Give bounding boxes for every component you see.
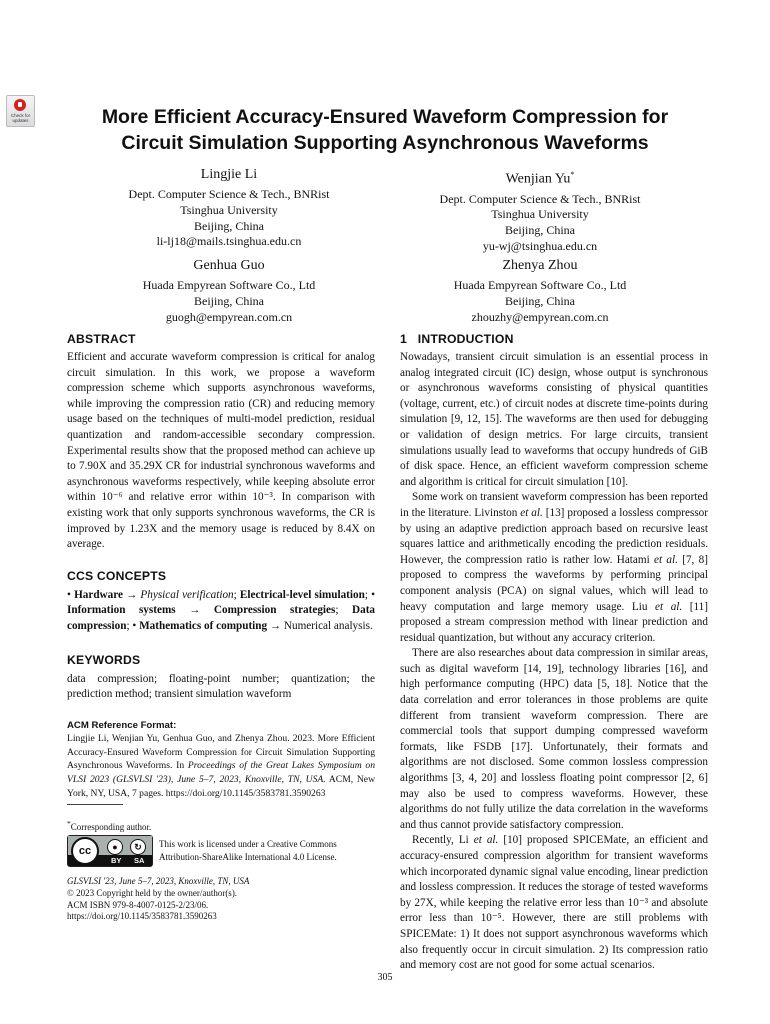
abstract-text: Efficient and accurate waveform compression is critical for analog circuit simulation. In this work, we propose a waveform compression scheme which supports asynchronous waveforms, while improving the compression ratio (CR) and reducing memory usage based on the techniques of multi-model prediction, residual quantization and random-accessible secondary compression. Experimental results show that the proposed method can achieve up to 7.90X and 35.29X CR for industrial synchronous waveforms and asynchronous waveforms respectively, while keeping absolute error within 10⁻⁶ and relative error within 10⁻³. In comparison with existing work that only supports synchronous waveforms, the CR is improved by 1.23X and the memory usage is reduced by 8.4X on average.: [67, 351, 375, 551]
author-location: Beijing, China: [505, 223, 575, 238]
by-label: BY: [111, 856, 122, 865]
paper-title: [60, 104, 710, 156]
author-block-2: [390, 166, 690, 255]
author-block-4: [390, 257, 690, 325]
author-location: Beijing, China: [505, 293, 575, 308]
ccs-text: • Hardware → Physical verification; Electrical-level simulation; • Information systems → Compression strategies; Data compression; • Mathematics of computing → Numerical analysis.: [67, 588, 376, 632]
keywords-text: data compression; floating-point number; quantization; the prediction method; transient simulation waveform: [67, 672, 375, 701]
left-column: [67, 331, 375, 800]
author-affiliation: Dept. Computer Science & Tech., BNRist: [128, 187, 330, 201]
acm-reference-heading: ACM Reference Format:: [67, 719, 177, 731]
author-affiliation: Huada Empyrean Software Co., Ltd: [142, 278, 316, 292]
cc-icon: cc: [71, 837, 99, 865]
sa-label: SA: [134, 856, 145, 865]
author-university: Tsinghua University: [491, 207, 589, 222]
author-location: Beijing, China: [194, 218, 264, 233]
author-email: guogh@empyrean.com.cn: [165, 309, 293, 324]
author-email: zhouzhy@empyrean.com.cn: [471, 309, 609, 324]
author-affiliation: Dept. Computer Science & Tech., BNRist: [439, 191, 641, 206]
author-university: Tsinghua University: [180, 202, 278, 217]
footnote-rule: [67, 804, 123, 805]
author-email: li-lj18@mails.tsinghua.edu.cn: [156, 234, 302, 249]
author-name: Lingjie Li: [200, 167, 258, 182]
author-block-1: [79, 166, 379, 250]
abstract-heading: ABSTRACT: [67, 332, 136, 346]
acm-reference: ACM Reference Format: Lingjie Li, Wenjian Yu, Genhua Guo, and Zhenya Zhou. 2023. More Efficient Accuracy-Ensured Waveform Compression for Circuit Simulation Supporting Asynchronous Waveforms. In Proceedings of the Great Lakes Symposium on VLSI 2023 (GLSVLSI '23), June 5–7, 2023, Knoxville, TN, USA. ACM, New York, NY, USA, 7 pages. https://doi.org/10.1145/3583781.3590263: [67, 719, 375, 799]
pub-doi[interactable]: https://doi.org/10.1145/3583781.3590263: [67, 911, 217, 922]
doi-link[interactable]: ACM, New York, NY, USA, 7 pages. https://doi.org/10.1145/3583781.3590263: [67, 774, 375, 799]
share-alike-icon: ↻: [130, 839, 146, 855]
copyright: © 2023 Copyright held by the owner/author(s).: [67, 887, 238, 898]
author-email: yu-wj@tsinghua.edu.cn: [482, 239, 598, 254]
footnote: *Corresponding author.: [67, 819, 152, 832]
author-name: Zhenya Zhou: [502, 258, 578, 273]
publication-info: [67, 876, 367, 923]
license-text: This work is licensed under a Creative Commons Attribution-ShareAlike International 4.0 License.: [159, 839, 337, 863]
keywords-heading: KEYWORDS: [67, 652, 141, 667]
intro-heading: 1 INTRODUCTION: [400, 332, 514, 346]
ccs-heading: CCS CONCEPTS: [67, 568, 167, 583]
bookmark-icon: [14, 99, 26, 111]
check-for-updates-badge[interactable]: [6, 95, 35, 127]
cc-by-sa-badge[interactable]: [67, 835, 153, 867]
author-name: Wenjian Yu*: [505, 170, 575, 187]
title-line-2: Circuit Simulation Supporting Asynchronous Waveforms: [121, 132, 649, 154]
author-block-3: [79, 257, 379, 325]
author-location: Beijing, China: [194, 293, 264, 308]
intro-paragraph-3: There are also researches about data compression in similar areas, such as digital waveform [14, 19], technology libraries [16], and high performance computing (HPC) data [5, 18]. Notice that the data correlation and error tolerances in those problems are quite different from transient waveform compression. There are commercial tools that support dumping compressed waveform formats, like FSDB [17]. Unfortunately, their formats and algorithms are not disclosed. Some common lossless compression algorithms [3, 4, 20] and lossless floating point compressor [2, 6] may also be used to compress waveforms. However, these algorithms do not fully utilize the data correlation in the waveforms and thus cannot provide satisfactory compression.: [400, 647, 708, 831]
title-line-1: More Efficient Accuracy-Ensured Waveform Compression for: [101, 106, 669, 128]
author-name: Genhua Guo: [193, 258, 265, 273]
person-icon: ●: [107, 839, 123, 855]
author-affiliation: Huada Empyrean Software Co., Ltd: [453, 278, 627, 292]
intro-paragraph-4: Recently, Li et al. [10] proposed SPICEMate, an efficient and accuracy-ensured compression algorithm for transient waveforms which incorporated dynamic signal value encoding, linear prediction and lossless compression. It reduces the storage of tested waveforms by 27X, while keeping the relative error less than 10⁻³ and absolute error less than 10⁻⁵. However, there are still problems with SPICEMate: 1) It does not support asynchronous waveforms which also frequently occur in circuit simulation. 2) Its compression ratio and memory cost are not good for some actual scenarios.: [400, 834, 708, 972]
corresponding-mark: *: [570, 170, 575, 179]
badge-text: Check for updates: [10, 113, 31, 123]
intro-paragraph-1: Nowadays, transient circuit simulation is an essential process in analog integrated circuit (IC) design, whose output is synchronous or asynchronous waveforms consisting of physical quantities (voltage, current, etc.) of circuit nodes at discrete time-points during simulation [9, 12, 15]. The waveforms are then used for debugging or validation of design metrics. For large circuits, transient simulations usually lead to waveforms that occupy hundreds of GiB of disk space. Hence, an efficient waveform compression scheme and algorithm is critical for circuit simulation [10].: [400, 351, 708, 488]
intro-paragraph-2: Some work on transient waveform compression has been reported in the literature. Livinston et al. [13] proposed a lossless compressor by using an adaptive prediction approach based on recursive least squares lattice and arithmetically encoding the prediction residuals. However, the compression ratio is rather low. Hatami et al. [7, 8] proposed to compress the waveforms by performing principal component analysis (PCA) on signal values, which will lead to heavy computation and large memory usage. Liu et al. [11] proposed a stream compression method with linear prediction and residual quantization, but without any accuracy criterion.: [400, 491, 708, 644]
page-number: 305: [377, 972, 393, 983]
conference-info: GLSVLSI '23, June 5–7, 2023, Knoxville, TN, USA: [67, 876, 250, 886]
isbn: ACM ISBN 979-8-4007-0125-2/23/06.: [67, 899, 209, 910]
right-column: [400, 331, 708, 974]
